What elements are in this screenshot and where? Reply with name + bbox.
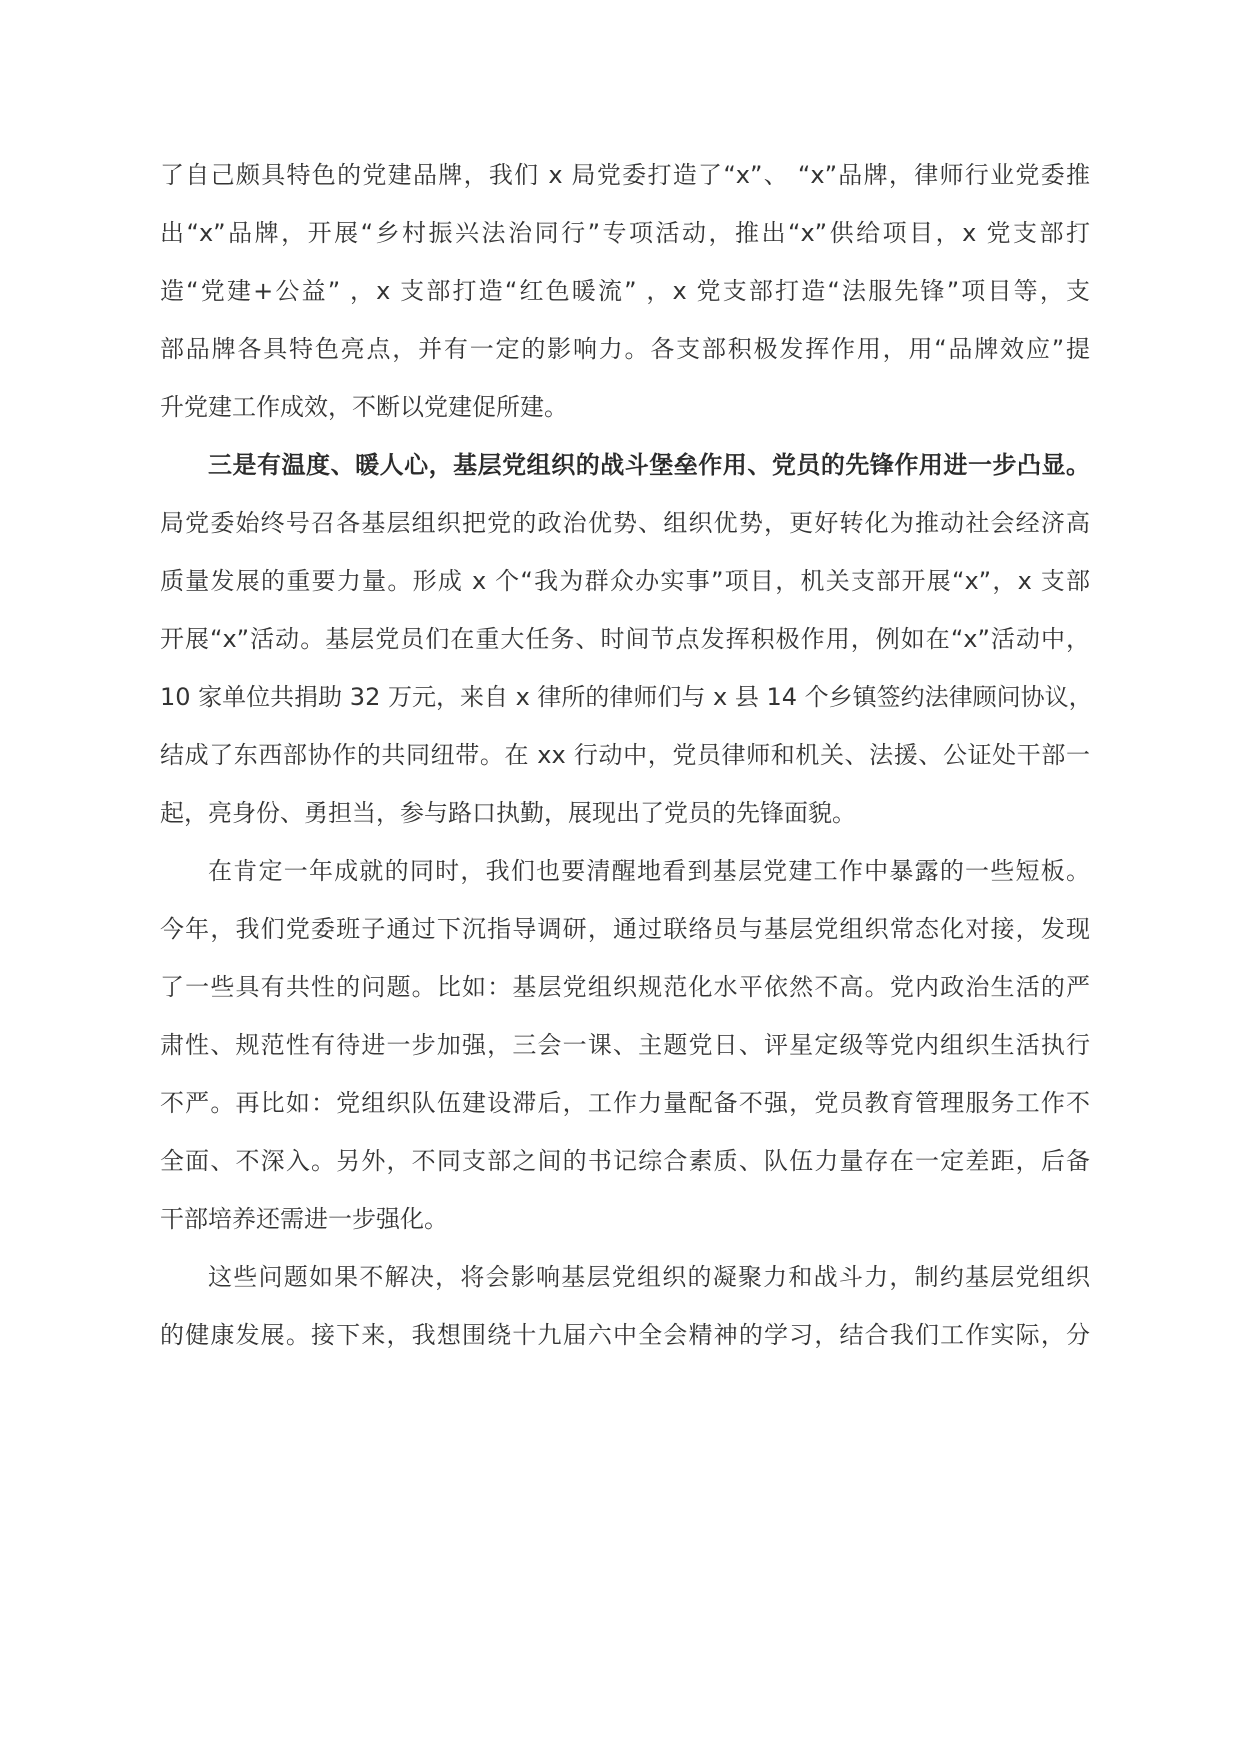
- paragraph-line: 质量发展的重要力量。形成 x 个“我为群众办实事”项目，机关支部开展“x”，x 支部: [160, 567, 1090, 595]
- paragraph-line: 了自己颇具特色的党建品牌，我们 x 局党委打造了“x”、 “x”品牌，律师行业党委推: [160, 161, 1090, 189]
- paragraph-line: 造“党建+公益” ，x 支部打造“红色暖流” ，x 党支部打造“法服先锋”项目等，支: [160, 277, 1090, 305]
- paragraph-line: 肃性、规范性有待进一步加强，三会一课、主题党日、评星定级等党内组织生活执行: [160, 1031, 1090, 1059]
- paragraph-line: 不严。再比如：党组织队伍建设滞后，工作力量配备不强，党员教育管理服务工作不: [160, 1089, 1090, 1117]
- paragraph-first-line: 在肯定一年成就的同时，我们也要清醒地看到基层党建工作中暴露的一些短板。: [208, 857, 1090, 885]
- document-page: [160, 0, 1093, 1754]
- paragraph-line: 部品牌各具特色亮点，并有一定的影响力。各支部积极发挥作用，用“品牌效应”提: [160, 335, 1090, 363]
- paragraph-line: 了一些具有共性的问题。比如：基层党组织规范化水平依然不高。党内政治生活的严: [160, 973, 1090, 1001]
- paragraph-heading: 三是有温度、暖人心，基层党组织的战斗堡垒作用、党员的先锋作用进一步凸显。: [208, 451, 1090, 479]
- paragraph-line: 干部培养还需进一步强化。: [160, 1205, 448, 1233]
- paragraph-line: 全面、不深入。另外，不同支部之间的书记综合素质、队伍力量存在一定差距，后备: [160, 1147, 1090, 1175]
- paragraph-line: 开展“x”活动。基层党员们在重大任务、时间节点发挥积极作用，例如在“x”活动中，: [160, 625, 1090, 653]
- paragraph-line: 起，亮身份、勇担当，参与路口执勤，展现出了党员的先锋面貌。: [160, 799, 856, 827]
- paragraph-line: 升党建工作成效，不断以党建促所建。: [160, 393, 568, 421]
- paragraph-line: 10 家单位共捐助 32 万元，来自 x 律所的律师们与 x 县 14 个乡镇签约法律顾问协议，: [160, 683, 1093, 711]
- paragraph-line: 的健康发展。接下来，我想围绕十九届六中全会精神的学习，结合我们工作实际，分: [160, 1321, 1090, 1349]
- paragraph-first-line: 这些问题如果不解决，将会影响基层党组织的凝聚力和战斗力，制约基层党组织: [208, 1263, 1090, 1291]
- paragraph-line: 出“x”品牌，开展“乡村振兴法治同行”专项活动，推出“x”供给项目，x 党支部打: [160, 219, 1090, 247]
- paragraph-line: 局党委始终号召各基层组织把党的政治优势、组织优势，更好转化为推动社会经济高: [160, 509, 1090, 537]
- paragraph-line: 结成了东西部协作的共同纽带。在 xx 行动中，党员律师和机关、法援、公证处干部一: [160, 741, 1090, 769]
- paragraph-line: 今年，我们党委班子通过下沉指导调研，通过联络员与基层党组织常态化对接，发现: [160, 915, 1090, 943]
